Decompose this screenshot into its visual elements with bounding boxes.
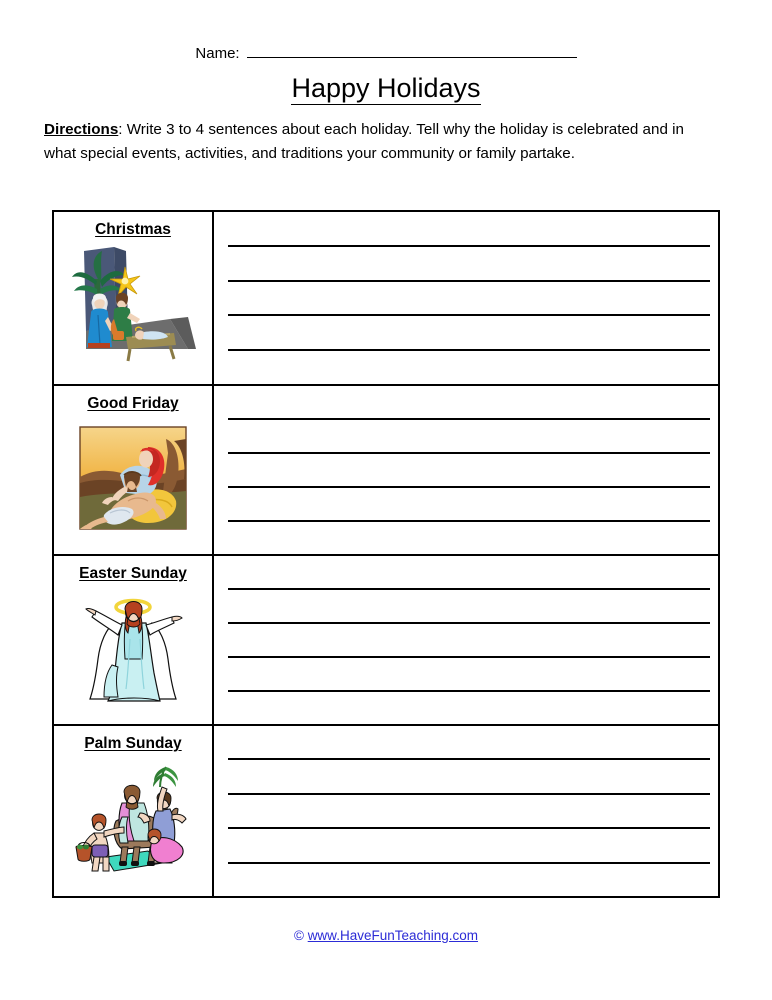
holiday-label-cell (54, 556, 214, 724)
holiday-label: Good Friday (87, 395, 179, 412)
holiday-label: Easter Sunday (79, 565, 187, 582)
directions-text: : Write 3 to 4 sentences about each holiday. Tell why the holiday is celebrated and in what special events, activities, and traditions your community or family partake. (44, 121, 684, 162)
palm-procession-icon (70, 759, 196, 877)
table-row (54, 386, 718, 556)
name-input-line[interactable] (247, 44, 577, 58)
holiday-worksheet-table (52, 210, 720, 898)
table-row (54, 212, 718, 386)
nativity-scene-icon (70, 245, 196, 363)
writing-lines-cell[interactable] (214, 726, 718, 896)
name-label: Name: (195, 45, 240, 62)
table-row (54, 556, 718, 726)
holiday-label: Palm Sunday (84, 735, 182, 752)
holiday-label-cell (54, 726, 214, 896)
holiday-label-cell (54, 386, 214, 554)
writing-lines-cell[interactable] (214, 386, 718, 554)
pieta-scene-icon (70, 419, 196, 537)
writing-lines-cell[interactable] (214, 212, 718, 384)
directions-block (44, 118, 704, 166)
page-title (0, 73, 772, 104)
directions-label: Directions (44, 121, 119, 138)
copyright-icon: © (293, 928, 304, 943)
table-row (54, 726, 718, 896)
holiday-label: Christmas (95, 221, 171, 238)
page-title-text: Happy Holidays (291, 73, 481, 103)
holiday-label-cell (54, 212, 214, 384)
name-field-row (0, 44, 772, 62)
writing-lines-cell[interactable] (214, 556, 718, 724)
website-link[interactable]: www.HaveFunTeaching.com (307, 928, 479, 943)
footer-credit (0, 928, 772, 943)
risen-christ-icon (70, 589, 196, 707)
